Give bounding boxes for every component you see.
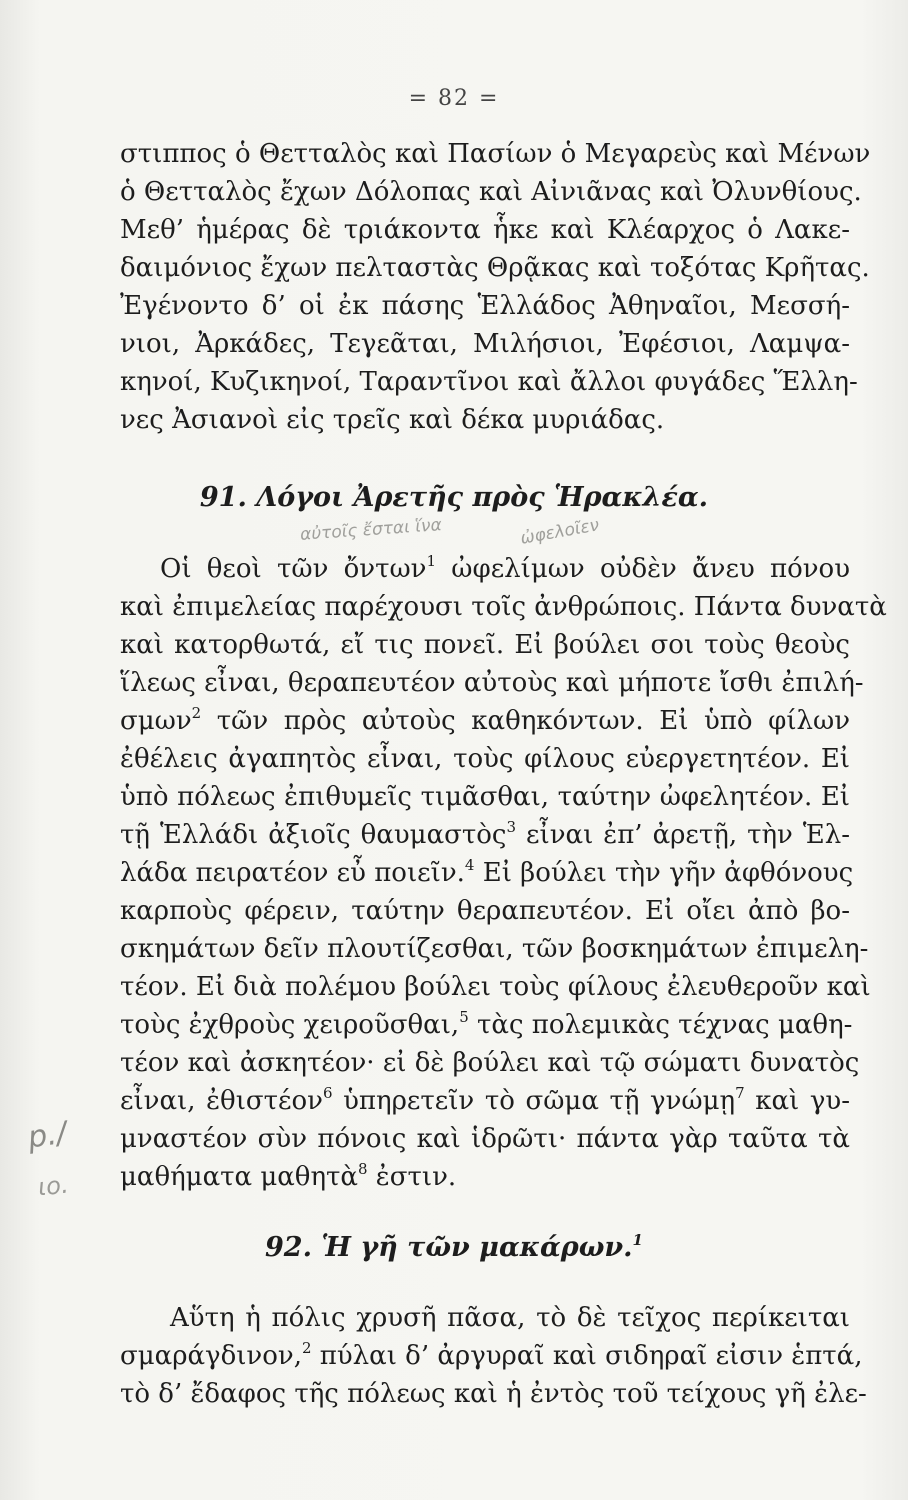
- pencil-interlinear-note: αὐτοῖς ἔσται ἵνα: [299, 515, 443, 545]
- line-text: ἐστιν.: [367, 1162, 457, 1192]
- text-line: [120, 1007, 853, 1043]
- line-text: τὰς πολεμικὰς τέχνας μαθη-: [468, 1010, 853, 1040]
- footnote-marker: 3: [506, 818, 517, 836]
- text-line: νες Ἀσιανοὶ εἰς τρεῖς καὶ δέκα μυριάδας.: [120, 405, 665, 435]
- footnote-marker: 2: [191, 704, 202, 722]
- text-line: δαιμόνιος ἔχων πελταστὰς Θρᾷκας καὶ τοξότας Κρῆτας.: [120, 253, 870, 283]
- line-text: τῇ Ἑλλάδι ἀξιοῖς θαυμαστὸς: [120, 820, 507, 850]
- text-line: [120, 703, 850, 739]
- line-text: τῶν πρὸς αὐτοὺς καθηκόντων. Εἰ ὑπὸ φίλων: [201, 706, 850, 736]
- text-line: [170, 1300, 850, 1336]
- line-text: τοὺς ἐχθροὺς χειροῦσθαι,: [120, 1010, 460, 1040]
- line-text: εἶναι, ἐθιστέον: [120, 1086, 323, 1116]
- text-line: Ἐγένοντο δ’ οἱ ἐκ πάσης Ἑλλάδος Ἀθηναῖοι, Μεσσή-: [120, 291, 850, 321]
- text-line: ὁ Θετταλὸς ἔχων Δόλοπας καὶ Αἰνιᾶνας καὶ Ὀλυνθίους.: [120, 177, 862, 207]
- pencil-margin-note: p./: [25, 1115, 69, 1156]
- text-line: σκημάτων δεῖν πλουτίζεσθαι, τῶν βοσκημάτων ἐπιμελη-: [120, 934, 869, 964]
- text-line: ἐθέλεις ἀγαπητὸς εἶναι, τοὺς φίλους εὐεργετητέον. Εἰ: [120, 744, 850, 774]
- heading-text: 92. Ἡ γῆ τῶν μακάρων.: [265, 1232, 633, 1263]
- text-line: μναστέον σὺν πόνοις καὶ ἱδρῶτι· πάντα γὰρ ταῦτα τὰ: [120, 1124, 850, 1154]
- line-text: πύλαι δ’ ἀργυραῖ καὶ σιδηραῖ εἰσιν ἑπτά,: [311, 1341, 863, 1371]
- text-line: ὑπὸ πόλεως ἐπιθυμεῖς τιμᾶσθαι, ταύτην ὠφελητέον. Εἰ: [120, 782, 850, 812]
- pencil-margin-note: ιο.: [36, 1170, 70, 1202]
- footnote-marker: 1: [426, 552, 437, 570]
- footnote-marker: 5: [459, 1008, 469, 1026]
- section-heading-92: [0, 1230, 908, 1266]
- page-number: = 82 =: [408, 86, 500, 111]
- text-line: ἵλεως εἶναι, θεραπευτέον αὐτοὺς καὶ μήποτε ἴσθι ἐπιλή-: [120, 668, 864, 698]
- text-line: τέον. Εἰ διὰ πολέμου βούλει τοὺς φίλους ἐλευθεροῦν καὶ: [120, 972, 871, 1002]
- text-line: [120, 1159, 850, 1195]
- text-line: καὶ ἐπιμελείας παρέχουσι τοῖς ἀνθρώποις. Πάντα δυνατὰ: [120, 592, 887, 622]
- text-line: [120, 1338, 863, 1374]
- line-text: ὑπηρετεῖν τὸ σῶμα τῇ γνώμῃ: [332, 1086, 736, 1116]
- footnote-marker: 8: [357, 1160, 368, 1178]
- line-text: εἶναι ἐπ’ ἀρετῇ, τὴν Ἑλ-: [516, 820, 851, 850]
- text-line: [120, 817, 850, 853]
- text-line: τὸ δ’ ἔδαφος τῆς πόλεως καὶ ἡ ἐντὸς τοῦ τείχους γῆ ἐλε-: [120, 1379, 867, 1409]
- footnote-marker: 4: [464, 856, 475, 874]
- footnote-marker: 6: [322, 1084, 333, 1102]
- text-line: νιοι, Ἀρκάδες, Τεγεᾶται, Μιλήσιοι, Ἐφέσιοι, Λαμψα-: [120, 329, 850, 359]
- line-text: ὠφελίμων οὐδὲν ἄνευ πόνου: [436, 554, 851, 584]
- text-line: Μεθ’ ἡμέρας δὲ τριάκοντα ἧκε καὶ Κλέαρχος ὁ Λακε-: [120, 215, 850, 245]
- line-text: σμων: [120, 706, 192, 736]
- text-line: καὶ κατορθωτά, εἴ τις πονεῖ. Εἰ βούλει σοι τοὺς θεοὺς: [120, 630, 850, 660]
- text-line: [160, 551, 850, 587]
- text-line: κηνοί, Κυζικηνοί, Ταραντῖνοι καὶ ἄλλοι φυγάδες Ἕλλη-: [120, 367, 858, 397]
- text-line: [120, 855, 854, 891]
- footnote-marker: 1: [632, 1231, 643, 1249]
- footnote-marker: 7: [735, 1084, 745, 1102]
- text-line: στιππος ὁ Θετταλὸς καὶ Πασίων ὁ Μεγαρεὺς καὶ Μένων: [120, 139, 871, 169]
- line-text: Οἱ θεοὶ τῶν ὄντων: [160, 554, 427, 584]
- section-heading-91: 91. Λόγοι Ἀρετῆς πρὸς Ἡρακλέα.: [199, 482, 709, 513]
- text-line: [120, 1083, 850, 1119]
- line-text: μαθήματα μαθητὰ: [120, 1162, 358, 1192]
- line-text: λάδα πειρατέον εὖ ποιεῖν.: [120, 858, 465, 888]
- line-text: σμαράγδινον,: [120, 1341, 302, 1371]
- text-line: τέον καὶ ἀσκητέον· εἰ δὲ βούλει καὶ τῷ σώματι δυνατὸς: [120, 1048, 860, 1078]
- footnote-marker: 2: [301, 1339, 312, 1357]
- line-text: Αὕτη ἡ πόλις χρυσῆ πᾶσα, τὸ δὲ τεῖχος περίκειται: [170, 1303, 850, 1333]
- text-line: καρποὺς φέρειν, ταύτην θεραπευτέον. Εἰ οἴει ἀπὸ βο-: [120, 896, 850, 926]
- line-text: καὶ γυ-: [744, 1086, 850, 1116]
- line-text: Εἰ βούλει τὴν γῆν ἀφθόνους: [474, 858, 854, 888]
- pencil-interlinear-note: ὠφελοῖεν: [518, 515, 601, 549]
